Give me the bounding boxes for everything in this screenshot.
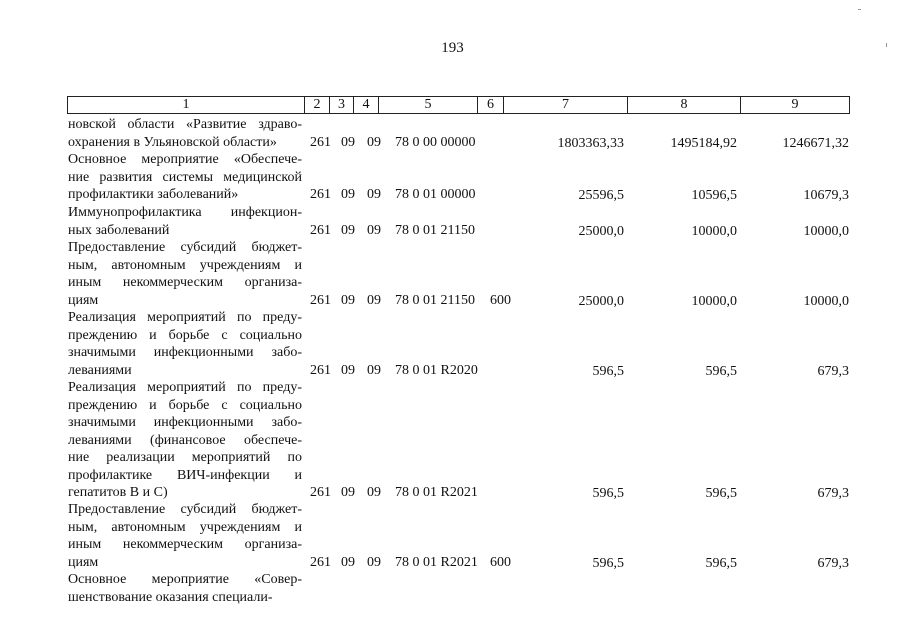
cell-value-9: 10000,0 bbox=[803, 223, 849, 239]
cell-value-8: 10596,5 bbox=[691, 188, 737, 203]
cell-code-5: 78 0 01 R2021 bbox=[395, 485, 478, 500]
description-line: иным некоммерческим организа- bbox=[68, 275, 302, 290]
cell-value-9: 1246671,32 bbox=[782, 135, 849, 151]
cell-code-2: 261 bbox=[310, 554, 331, 570]
description-line: иным некоммерческим организа- bbox=[68, 537, 302, 552]
cell-value-7: 1803363,33 bbox=[557, 135, 624, 151]
page-number: 193 bbox=[441, 40, 464, 56]
row-description bbox=[68, 239, 302, 309]
cell-code-2: 261 bbox=[310, 485, 331, 500]
cell-code-4: 09 bbox=[367, 134, 381, 150]
cell-code-2: 261 bbox=[310, 362, 331, 378]
row-description bbox=[68, 571, 302, 606]
description-line: леваниями bbox=[68, 362, 132, 378]
header-col-1: 1 bbox=[68, 97, 305, 113]
cell-code-5: 78 0 00 00000 bbox=[395, 134, 476, 150]
cell-value-8: 10000,0 bbox=[691, 223, 737, 239]
description-line: Иммунопрофилактика инфекцион- bbox=[68, 205, 302, 220]
cell-code-4: 09 bbox=[367, 554, 381, 570]
cell-code-5: 78 0 01 21150 bbox=[395, 222, 475, 238]
cell-value-7: 25000,0 bbox=[578, 293, 624, 309]
cell-code-2: 261 bbox=[310, 134, 331, 150]
cell-code-3: 09 bbox=[341, 187, 355, 202]
header-col-7: 7 bbox=[504, 97, 628, 113]
description-line: ным, автономным учреждениям и bbox=[68, 519, 302, 535]
description-line: гепатитов В и С) bbox=[68, 485, 168, 500]
cell-code-4: 09 bbox=[367, 362, 381, 378]
cell-code-3: 09 bbox=[341, 292, 355, 308]
header-col-6: 6 bbox=[478, 97, 504, 113]
header-col-2: 2 bbox=[305, 97, 330, 113]
cell-value-9: 679,3 bbox=[817, 486, 849, 501]
header-col-5: 5 bbox=[379, 97, 478, 113]
description-line: ных заболеваний bbox=[68, 222, 170, 238]
cell-code-5: 78 0 01 R2020 bbox=[395, 362, 478, 378]
header-col-8: 8 bbox=[628, 97, 741, 113]
description-line: Предоставление субсидий бюджет- bbox=[68, 240, 302, 255]
cell-value-7: 25000,0 bbox=[578, 223, 624, 239]
description-line: шенствование оказания специали- bbox=[68, 589, 273, 605]
cell-value-7: 25596,5 bbox=[578, 188, 624, 203]
cell-code-2: 261 bbox=[310, 222, 331, 238]
scan-mark bbox=[858, 9, 861, 10]
description-line: ным, автономным учреждениям и bbox=[68, 257, 302, 273]
cell-value-9: 10679,3 bbox=[803, 188, 849, 203]
cell-code-4: 09 bbox=[367, 292, 381, 308]
cell-value-7: 596,5 bbox=[592, 486, 624, 501]
cell-code-3: 09 bbox=[341, 554, 355, 570]
description-line: новской области «Развитие здраво- bbox=[68, 117, 302, 132]
description-line: Основное мероприятие «Обеспече- bbox=[68, 152, 302, 167]
cell-value-8: 596,5 bbox=[705, 486, 737, 501]
cell-code-5: 78 0 01 21150 bbox=[395, 292, 475, 308]
row-description bbox=[68, 309, 302, 379]
scan-mark bbox=[886, 43, 887, 47]
description-line: леваниями (финансовое обеспече- bbox=[68, 432, 302, 448]
cell-value-7: 596,5 bbox=[592, 555, 624, 571]
cell-value-8: 596,5 bbox=[705, 363, 737, 379]
header-col-3: 3 bbox=[330, 97, 354, 113]
description-line: Основное мероприятие «Совер- bbox=[68, 572, 302, 587]
description-line: охранения в Ульяновской области» bbox=[68, 134, 277, 150]
row-description bbox=[68, 379, 302, 502]
description-line: циям bbox=[68, 292, 99, 308]
cell-value-8: 1495184,92 bbox=[670, 135, 737, 151]
description-line: циям bbox=[68, 554, 99, 570]
row-description bbox=[68, 204, 302, 239]
cell-code-2: 261 bbox=[310, 292, 331, 308]
description-line: профилактике ВИЧ-инфекции и bbox=[68, 467, 302, 483]
cell-code-3: 09 bbox=[341, 134, 355, 150]
cell-value-9: 10000,0 bbox=[803, 293, 849, 309]
row-description bbox=[68, 501, 302, 571]
header-col-9: 9 bbox=[791, 97, 799, 112]
description-line: ние развития системы медицинской bbox=[68, 169, 302, 185]
cell-value-9: 679,3 bbox=[817, 555, 849, 571]
description-line: профилактики заболеваний» bbox=[68, 187, 239, 202]
cell-code-3: 09 bbox=[341, 362, 355, 378]
description-line: ние реализации мероприятий по bbox=[68, 450, 302, 465]
cell-code-6: 600 bbox=[490, 292, 511, 308]
row-description bbox=[68, 116, 302, 151]
cell-code-3: 09 bbox=[341, 222, 355, 238]
description-line: значимыми инфекционными забо- bbox=[68, 415, 302, 430]
cell-code-4: 09 bbox=[367, 485, 381, 500]
cell-code-4: 09 bbox=[367, 187, 381, 202]
cell-code-4: 09 bbox=[367, 222, 381, 238]
table-header bbox=[67, 96, 850, 114]
description-line: преждению и борьбе с социально bbox=[68, 397, 302, 413]
cell-code-2: 261 bbox=[310, 187, 331, 202]
description-line: Реализация мероприятий по преду- bbox=[68, 310, 302, 325]
cell-code-6: 600 bbox=[490, 554, 511, 570]
description-line: значимыми инфекционными забо- bbox=[68, 345, 302, 360]
cell-value-9: 679,3 bbox=[817, 363, 849, 379]
cell-value-8: 596,5 bbox=[705, 555, 737, 571]
description-line: Предоставление субсидий бюджет- bbox=[68, 502, 302, 517]
cell-code-3: 09 bbox=[341, 485, 355, 500]
cell-value-7: 596,5 bbox=[592, 363, 624, 379]
cell-code-5: 78 0 01 R2021 bbox=[395, 554, 478, 570]
row-description bbox=[68, 151, 302, 204]
cell-value-8: 10000,0 bbox=[691, 293, 737, 309]
cell-code-5: 78 0 01 00000 bbox=[395, 187, 476, 202]
description-line: Реализация мероприятий по преду- bbox=[68, 380, 302, 395]
description-line: преждению и борьбе с социально bbox=[68, 327, 302, 343]
header-col-4: 4 bbox=[354, 97, 379, 113]
